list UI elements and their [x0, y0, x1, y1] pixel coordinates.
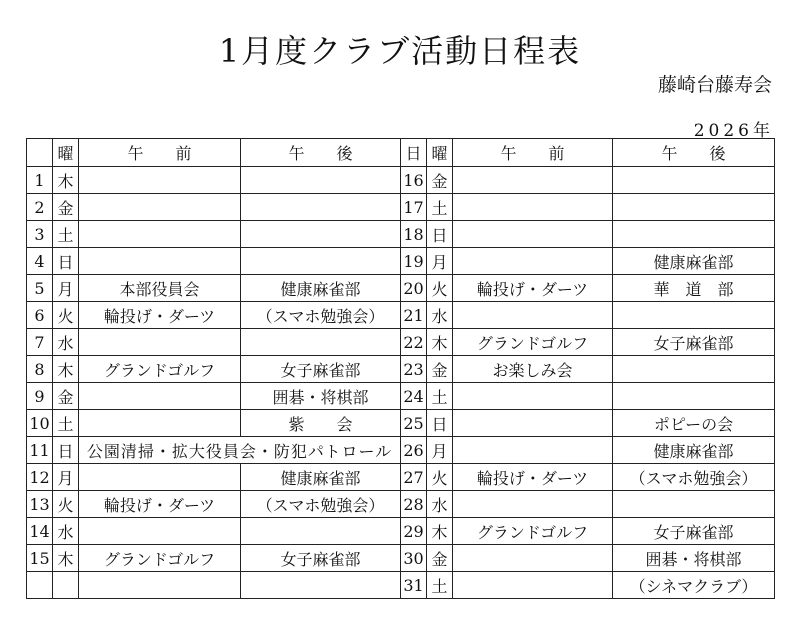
table-row [27, 383, 775, 410]
header-day-left [27, 139, 53, 167]
day-cell: 1 [27, 167, 53, 194]
weekday-cell: 日 [53, 248, 79, 275]
day-cell: 28 [401, 491, 427, 518]
day-cell: 27 [401, 464, 427, 491]
pm-event-cell: 健康麻雀部 [241, 464, 401, 491]
day-cell: 2 [27, 194, 53, 221]
header-pm-right: 午 後 [613, 139, 775, 167]
table-row [27, 302, 775, 329]
am-event-cell [79, 572, 241, 599]
pm-event-cell: ポピーの会 [613, 410, 775, 437]
am-event-cell [453, 572, 613, 599]
day-cell: 26 [401, 437, 427, 464]
weekday-cell: 水 [427, 491, 453, 518]
pm-event-cell [613, 356, 775, 383]
pm-event-cell [613, 302, 775, 329]
pm-event-cell: 華 道 部 [613, 275, 775, 302]
am-event-cell [453, 248, 613, 275]
pm-event-cell [613, 167, 775, 194]
weekday-cell: 日 [427, 221, 453, 248]
pm-event-cell [241, 194, 401, 221]
am-event-cell [453, 410, 613, 437]
day-cell: 16 [401, 167, 427, 194]
day-cell: 3 [27, 221, 53, 248]
weekday-cell: 金 [427, 356, 453, 383]
pm-event-cell [613, 383, 775, 410]
am-event-cell: お楽しみ会 [453, 356, 613, 383]
table-row [27, 194, 775, 221]
table-row [27, 437, 775, 464]
am-event-cell [79, 167, 241, 194]
table-row [27, 356, 775, 383]
weekday-cell: 月 [427, 437, 453, 464]
am-event-cell: 輪投げ・ダーツ [453, 275, 613, 302]
weekday-cell: 金 [53, 383, 79, 410]
day-cell: 19 [401, 248, 427, 275]
weekday-cell: 火 [427, 464, 453, 491]
header-weekday-left: 曜 [53, 139, 79, 167]
weekday-cell: 木 [53, 545, 79, 572]
day-cell: 15 [27, 545, 53, 572]
pm-event-cell: 女子麻雀部 [241, 356, 401, 383]
pm-event-cell: 紫 会 [241, 410, 401, 437]
day-cell: 23 [401, 356, 427, 383]
weekday-cell: 土 [427, 194, 453, 221]
am-event-cell [79, 464, 241, 491]
am-event-cell [79, 410, 241, 437]
day-cell: 12 [27, 464, 53, 491]
weekday-cell: 日 [53, 437, 79, 464]
am-event-cell [79, 248, 241, 275]
weekday-cell: 水 [427, 302, 453, 329]
header-pm-left: 午 後 [241, 139, 401, 167]
day-cell: 13 [27, 491, 53, 518]
pm-event-cell [241, 221, 401, 248]
day-cell: 8 [27, 356, 53, 383]
table-row [27, 491, 775, 518]
merged-event-cell: 公園清掃・拡大役員会・防犯パトロール [79, 437, 401, 464]
day-cell: 10 [27, 410, 53, 437]
day-cell: 6 [27, 302, 53, 329]
weekday-cell: 火 [53, 491, 79, 518]
day-cell: 11 [27, 437, 53, 464]
weekday-cell: 木 [53, 167, 79, 194]
schedule-table [26, 138, 775, 599]
header-weekday-right: 曜 [427, 139, 453, 167]
table-row [27, 275, 775, 302]
pm-event-cell [241, 518, 401, 545]
weekday-cell: 水 [53, 329, 79, 356]
am-event-cell: グランドゴルフ [79, 356, 241, 383]
day-cell: 22 [401, 329, 427, 356]
pm-event-cell: 女子麻雀部 [613, 518, 775, 545]
pm-event-cell: 女子麻雀部 [613, 329, 775, 356]
am-event-cell: 輪投げ・ダーツ [79, 302, 241, 329]
weekday-cell: 土 [53, 221, 79, 248]
am-event-cell [453, 383, 613, 410]
am-event-cell [453, 221, 613, 248]
weekday-cell: 土 [427, 383, 453, 410]
weekday-cell: 火 [53, 302, 79, 329]
am-event-cell: 輪投げ・ダーツ [79, 491, 241, 518]
day-cell: 9 [27, 383, 53, 410]
weekday-cell: 木 [427, 329, 453, 356]
weekday-cell [53, 572, 79, 599]
weekday-cell: 金 [427, 167, 453, 194]
am-event-cell: 本部役員会 [79, 275, 241, 302]
day-cell: 30 [401, 545, 427, 572]
am-event-cell [79, 221, 241, 248]
day-cell: 17 [401, 194, 427, 221]
day-cell: 25 [401, 410, 427, 437]
day-cell: 5 [27, 275, 53, 302]
day-cell: 4 [27, 248, 53, 275]
weekday-cell: 木 [427, 518, 453, 545]
header-am-left: 午 前 [79, 139, 241, 167]
table-row [27, 464, 775, 491]
pm-event-cell: 健康麻雀部 [613, 437, 775, 464]
am-event-cell [79, 383, 241, 410]
pm-event-cell: 健康麻雀部 [241, 275, 401, 302]
weekday-cell: 土 [53, 410, 79, 437]
pm-event-cell [241, 329, 401, 356]
pm-event-cell [241, 572, 401, 599]
table-row [27, 329, 775, 356]
pm-event-cell [613, 491, 775, 518]
header-day-right: 日 [401, 139, 427, 167]
am-event-cell: 輪投げ・ダーツ [453, 464, 613, 491]
pm-event-cell: （スマホ勉強会） [613, 464, 775, 491]
am-event-cell: グランドゴルフ [79, 545, 241, 572]
table-row [27, 410, 775, 437]
weekday-cell: 月 [53, 464, 79, 491]
am-event-cell: グランドゴルフ [453, 329, 613, 356]
weekday-cell: 金 [53, 194, 79, 221]
header-row [27, 139, 775, 167]
table-row [27, 248, 775, 275]
day-cell: 14 [27, 518, 53, 545]
year-label: 2026年 [693, 121, 774, 141]
am-event-cell [453, 545, 613, 572]
weekday-cell: 土 [427, 572, 453, 599]
am-event-cell [453, 437, 613, 464]
day-cell: 7 [27, 329, 53, 356]
table-row [27, 572, 775, 599]
day-cell: 21 [401, 302, 427, 329]
pm-event-cell: 囲碁・将棋部 [241, 383, 401, 410]
pm-event-cell [241, 248, 401, 275]
am-event-cell [79, 518, 241, 545]
header-am-right: 午 前 [453, 139, 613, 167]
table-row [27, 545, 775, 572]
weekday-cell: 日 [427, 410, 453, 437]
table-row [27, 221, 775, 248]
am-event-cell [79, 194, 241, 221]
am-event-cell [453, 491, 613, 518]
organization-name: 藤崎台藤寿会 [657, 74, 772, 96]
pm-event-cell: 囲碁・将棋部 [613, 545, 775, 572]
pm-event-cell [613, 194, 775, 221]
day-cell: 20 [401, 275, 427, 302]
weekday-cell: 水 [53, 518, 79, 545]
pm-event-cell [241, 167, 401, 194]
am-event-cell [453, 194, 613, 221]
am-event-cell [79, 329, 241, 356]
pm-event-cell: 女子麻雀部 [241, 545, 401, 572]
table-row [27, 518, 775, 545]
day-cell: 18 [401, 221, 427, 248]
day-cell: 24 [401, 383, 427, 410]
am-event-cell: グランドゴルフ [453, 518, 613, 545]
pm-event-cell: （シネマクラブ） [613, 572, 775, 599]
am-event-cell [453, 302, 613, 329]
table-row [27, 167, 775, 194]
day-cell: 31 [401, 572, 427, 599]
page-title: 1月度クラブ活動日程表 [218, 32, 582, 70]
weekday-cell: 火 [427, 275, 453, 302]
pm-event-cell: （スマホ勉強会） [241, 302, 401, 329]
am-event-cell [453, 167, 613, 194]
pm-event-cell: 健康麻雀部 [613, 248, 775, 275]
day-cell: 29 [401, 518, 427, 545]
weekday-cell: 木 [53, 356, 79, 383]
pm-event-cell: （スマホ勉強会） [241, 491, 401, 518]
weekday-cell: 月 [53, 275, 79, 302]
weekday-cell: 月 [427, 248, 453, 275]
day-cell [27, 572, 53, 599]
weekday-cell: 金 [427, 545, 453, 572]
pm-event-cell [613, 221, 775, 248]
